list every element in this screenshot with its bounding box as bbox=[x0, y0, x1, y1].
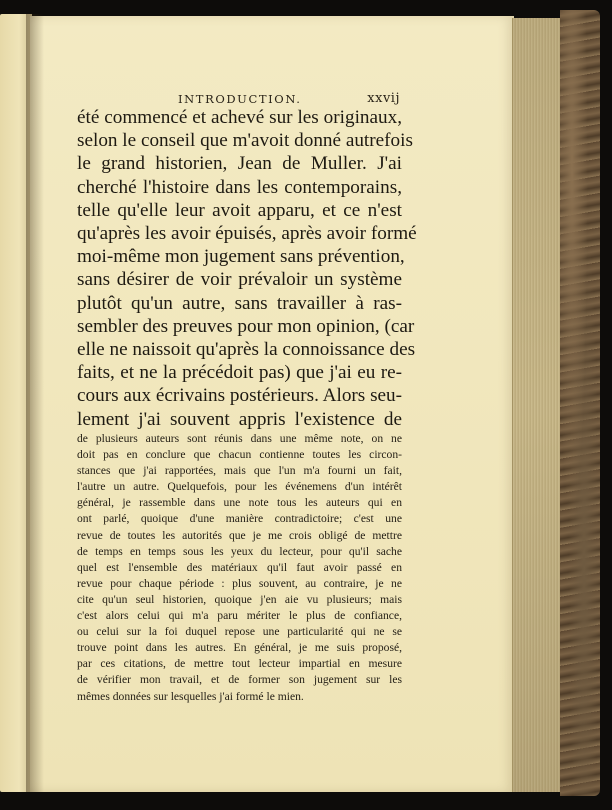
body-line: lement j'ai souvent appris l'existence de bbox=[77, 408, 402, 430]
footnote-line: cite qu'un seul historien, quoique j'en aie vu plusieurs; mais bbox=[77, 592, 402, 606]
body-line: moi-même mon jugement sans prévention, bbox=[77, 246, 405, 268]
body-line: cours aux écrivains postérieurs. Alors seu- bbox=[77, 385, 403, 407]
footnote-line: ou celui sur la foi duquel repose une particularité qui ne se bbox=[77, 625, 402, 639]
footnote-line: de vérifier mon travail, et de former son jugement sur les bbox=[77, 673, 402, 687]
footnote-line: quel est l'ensemble des matériaux qu'il faut avoir passé en bbox=[77, 560, 402, 574]
main-text bbox=[77, 106, 417, 431]
body-line: qu'après les avoir épuisés, après avoir formé bbox=[77, 223, 417, 245]
footnote-line: revue pour chaque période : plus souvent, au contraire, je ne bbox=[77, 576, 402, 590]
footnote-line: de temps en temps sous les yeux du lecteur, pour qu'il sache bbox=[77, 544, 402, 558]
body-line: faits, et ne la précédoit pas) que j'ai eu re- bbox=[77, 362, 402, 384]
body-line: le grand historien, Jean de Muller. J'ai bbox=[77, 153, 402, 175]
body-line: plutôt qu'un autre, sans travailler à ras- bbox=[77, 292, 402, 314]
footnote-line: ont parlé, quoique d'une manière contradictoire; c'est une bbox=[77, 512, 402, 526]
footnote-line: trouve point dans les autres. En général, je me suis proposé, bbox=[77, 641, 402, 655]
leather-cover bbox=[560, 10, 600, 796]
header-title: INTRODUCTION. bbox=[178, 92, 302, 106]
body-line: été commencé et achevé sur les originaux, bbox=[77, 107, 402, 128]
body-line: sembler des preuves pour mon opinion, (car bbox=[77, 315, 415, 337]
footnote-line: stances que j'ai rapportées, mais que l'un m'a fourni un fait, bbox=[77, 464, 402, 478]
footnote-block bbox=[77, 431, 402, 705]
body-line: cherché l'histoire dans les contemporains, bbox=[77, 176, 402, 198]
footnote-line: général, je rassemble dans une note tous les auteurs qui en bbox=[77, 496, 402, 510]
footnote-line: l'autre un autre. Quelquefois, pour les événemens d'un intérêt bbox=[77, 480, 402, 494]
body-line: telle qu'elle leur avoit apparu, et ce n'est bbox=[77, 199, 402, 221]
footnote-line: par ces citations, de mettre tout lecteur impartial en mesure bbox=[77, 657, 402, 671]
body-line: elle ne naissoit qu'après la connoissance des bbox=[77, 339, 416, 361]
footnote-line: mêmes données sur lesquelles j'ai formé le mien. bbox=[77, 689, 304, 703]
footnote-line: revue de toutes les autorités que je me crois obligé de mettre bbox=[77, 528, 402, 542]
page-number: xxvij bbox=[367, 91, 400, 106]
body-line: sans désirer de voir prévaloir un système bbox=[77, 269, 402, 291]
body-line: selon le conseil que m'avoit donné autrefois bbox=[77, 130, 413, 152]
footnote-line: de plusieurs auteurs sont réunis dans une même note, on ne bbox=[77, 432, 402, 445]
footnote-line: doit pas en conclure que chacun contienne toutes les circon- bbox=[77, 448, 402, 462]
gutter-shadow bbox=[26, 14, 44, 792]
footnote-line: c'est alors celui qui m'a paru mériter le plus de confiance, bbox=[77, 609, 402, 623]
page-stack-edge bbox=[512, 18, 563, 792]
